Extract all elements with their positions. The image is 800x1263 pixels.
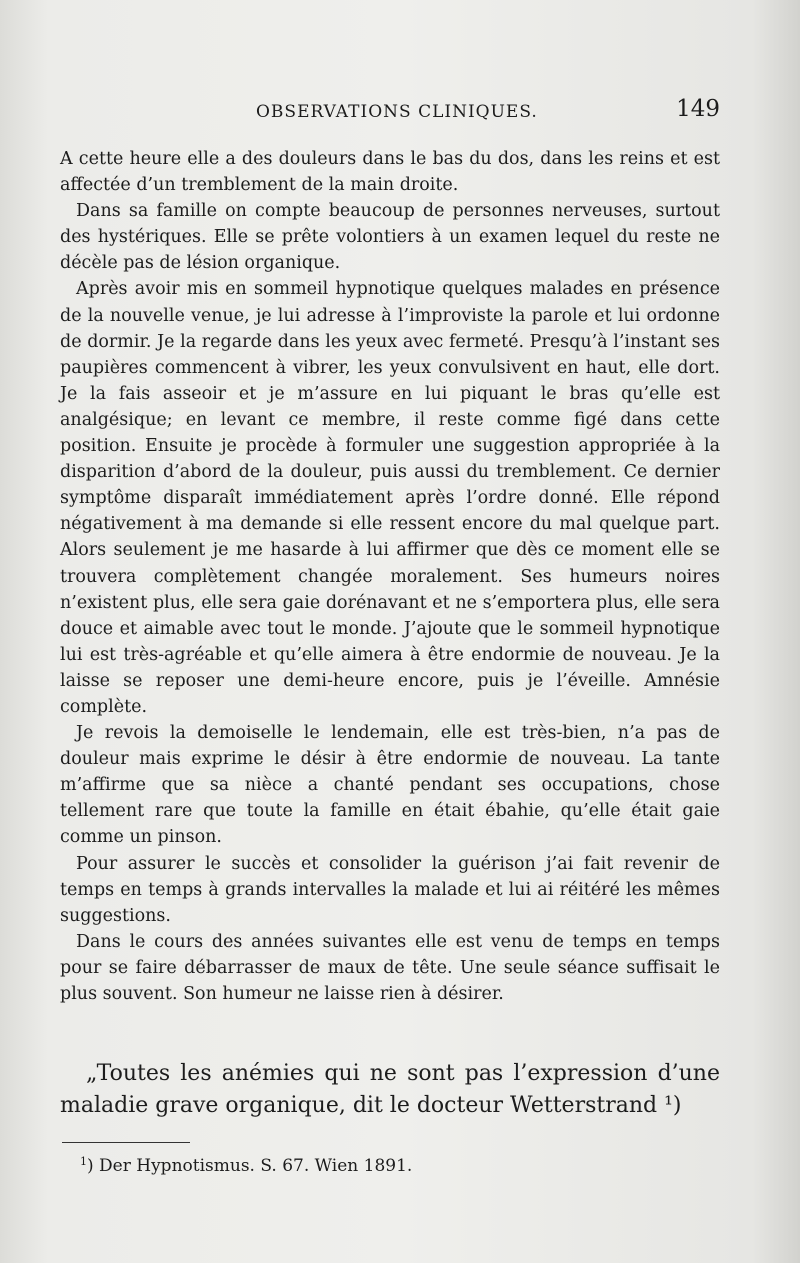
quote-text: „Toutes les anémies qui ne sont pas l’expression d’une maladie grave organique, dit le docteur Wetterstrand ¹) xyxy=(60,1061,720,1118)
paragraph: Pour assurer le succès et consolider la guérison j’ai fait revenir de temps en temps à grands intervalles la malade et lui ai réitéré les mêmes suggestions. xyxy=(60,853,720,926)
paragraph: Dans le cours des années suivantes elle est venu de temps en temps pour se faire débarrasser de maux de tête. Une seule séance suffisait le plus souvent. Son humeur ne laisse rien à désirer. xyxy=(60,931,720,1004)
paragraph: A cette heure elle a des douleurs dans le bas du dos, dans les reins et est affectée d’un tremblement de la main droite. xyxy=(60,149,720,196)
footnote-rule xyxy=(62,1142,190,1143)
footnote-text: ) Der Hypnotismus. S. 67. Wien 1891. xyxy=(87,1156,413,1176)
block-quote xyxy=(60,1058,720,1122)
footnote-marker: 1 xyxy=(80,1155,87,1168)
page-number: 149 xyxy=(676,96,720,122)
paragraph: Je revois la demoiselle le lendemain, elle est très-bien, n’a pas de douleur mais exprime le désir à être endormie de nouveau. La tante m’affirme que sa nièce a chanté pendant ses occupations, chose tellement rare que toute la famille en était ébahie, qu’elle était gaie comme un pinson. xyxy=(60,723,720,848)
paragraph: Après avoir mis en sommeil hypnotique quelques malades en présence de la nouvelle venue, je lui adresse à l’improviste la parole et lui ordonne de dormir. Je la regarde dans les yeux avec fermeté. Presqu’à l’instant ses paupières commencent à vibrer, les yeux convulsivent en haut, elle dort. Je la fais asseoir et je m’assure en lui piquant le bras qu’elle est analgésique; en levant ce membre, il reste comme figé dans cette position. Ensuite je procède à formuler une suggestion appropriée à la disparition d’abord de la douleur, puis aussi du tremblement. Ce dernier symptôme disparaît immédiatement après l’ordre donné. Elle répond négativement à ma demande si elle ressent encore du mal quelque part. Alors seulement je me hasarde à lui affirmer que dès ce moment elle se trouvera complètement changée moralement. Ses humeurs noires n’existent plus, elle sera gaie dorénavant et ne s’emportera plus, elle sera douce et aimable avec tout le monde. J’ajoute que le sommeil hypnotique lui est très-agréable et qu’elle aimera à être endormie de nouveau. Je la laisse se reposer une demi-heure encore, puis je l’éveille. Amnésie complète. xyxy=(60,279,720,717)
paragraph: Dans sa famille on compte beaucoup de personnes nerveuses, surtout des hystériques. Elle se prête volontiers à un examen lequel du reste ne décèle pas de lésion organique. xyxy=(60,201,720,274)
page-header xyxy=(60,96,720,132)
running-head: OBSERVATIONS CLINIQUES. xyxy=(256,102,538,122)
footnote xyxy=(80,1155,700,1176)
body-text xyxy=(60,146,720,1007)
